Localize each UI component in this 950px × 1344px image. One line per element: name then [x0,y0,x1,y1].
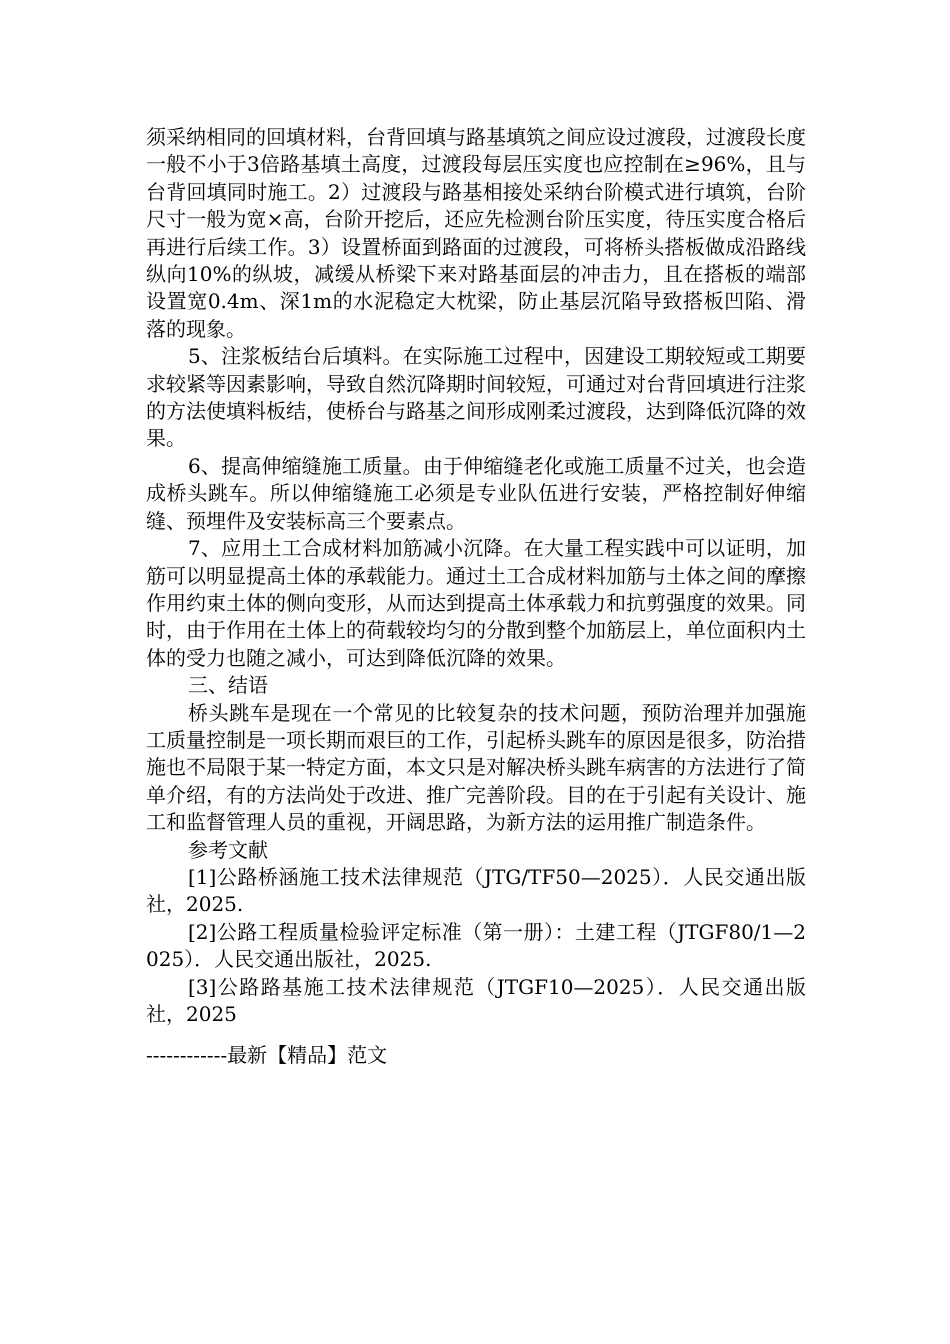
paragraph-item-7: 7、应用土工合成材料加筋减小沉降。在大量工程实践中可以证明，加筋可以明显提高土体的承载能力。通过土工合成材料加筋与土体之间的摩擦作用约束土体的侧向变形，从而达到提高土体承载力和抗剪强度的效果。同时，由于作用在土体上的荷载较均匀的分散到整个加筋层上，单位面积内土体的受力也随之减小，可达到降低沉降的效果。 [146,536,806,670]
footer-banner: ------------最新【精品】范文 [146,1043,388,1067]
conclusion-heading: 三、结语 [188,673,268,698]
document-page [146,124,806,1028]
paragraph-item-5: 5、注浆板结台后填料。在实际施工过程中，因建设工期较短或工期要求较紧等因素影响，导致自然沉降期时间较短，可通过对台背回填进行注浆的方法使填料板结，使桥台与路基之间形成刚柔过渡段，达到降低沉降的效果。 [146,344,806,451]
reference-item-3: [3]公路路基施工技术法律规范（JTGF10—2025）．人民交通出版社，2025 [146,974,806,1026]
references-heading: 参考文献 [188,837,268,862]
reference-item-2: [2]公路工程质量检验评定标准（第一册）：土建工程（JTGF80/1—2025）．人民交通出版社，2025. [146,919,806,972]
reference-item-1: [1]公路桥涵施工技术法律规范（JTG/TF50—2025）．人民交通出版社，2025. [146,864,806,917]
paragraph-continuation: 须采纳相同的回填材料，台背回填与路基填筑之间应设过渡段，过渡段长度一般不小于3倍路基填土高度，过渡段每层压实度也应控制在≥96%，且与台背回填同时施工。2）过渡段与路基相接处采纳台阶模式进行填筑，台阶尺寸一般为宽×高，台阶开挖后，还应先检测台阶压实度，待压实度合格后再进行后续工作。3）设置桥面到路面的过渡段，可将桥头搭板做成沿路线纵向10%的纵坡，减缓从桥梁下来对路基面层的冲击力，且在搭板的端部设置宽0.4m、深1m的水泥稳定大枕梁，防止基层沉陷导致搭板凹陷、滑落的现象。 [146,125,806,341]
paragraph-item-6: 6、提高伸缩缝施工质量。由于伸缩缝老化或施工质量不过关，也会造成桥头跳车。所以伸缩缝施工必须是专业队伍进行安装，严格控制好伸缩缝、预埋件及安装标高三个要素点。 [146,453,806,533]
conclusion-paragraph: 桥头跳车是现在一个常见的比较复杂的技术问题，预防治理并加强施工质量控制是一项长期而艰巨的工作，引起桥头跳车的原因是很多，防治措施也不局限于某一特定方面，本文只是对解决桥头跳车病害的方法进行了简单介绍，有的方法尚处于改进、推广完善阶段。目的在于引起有关设计、施工和监督管理人员的重视，开阔思路，为新方法的运用推广制造条件。 [146,700,806,835]
